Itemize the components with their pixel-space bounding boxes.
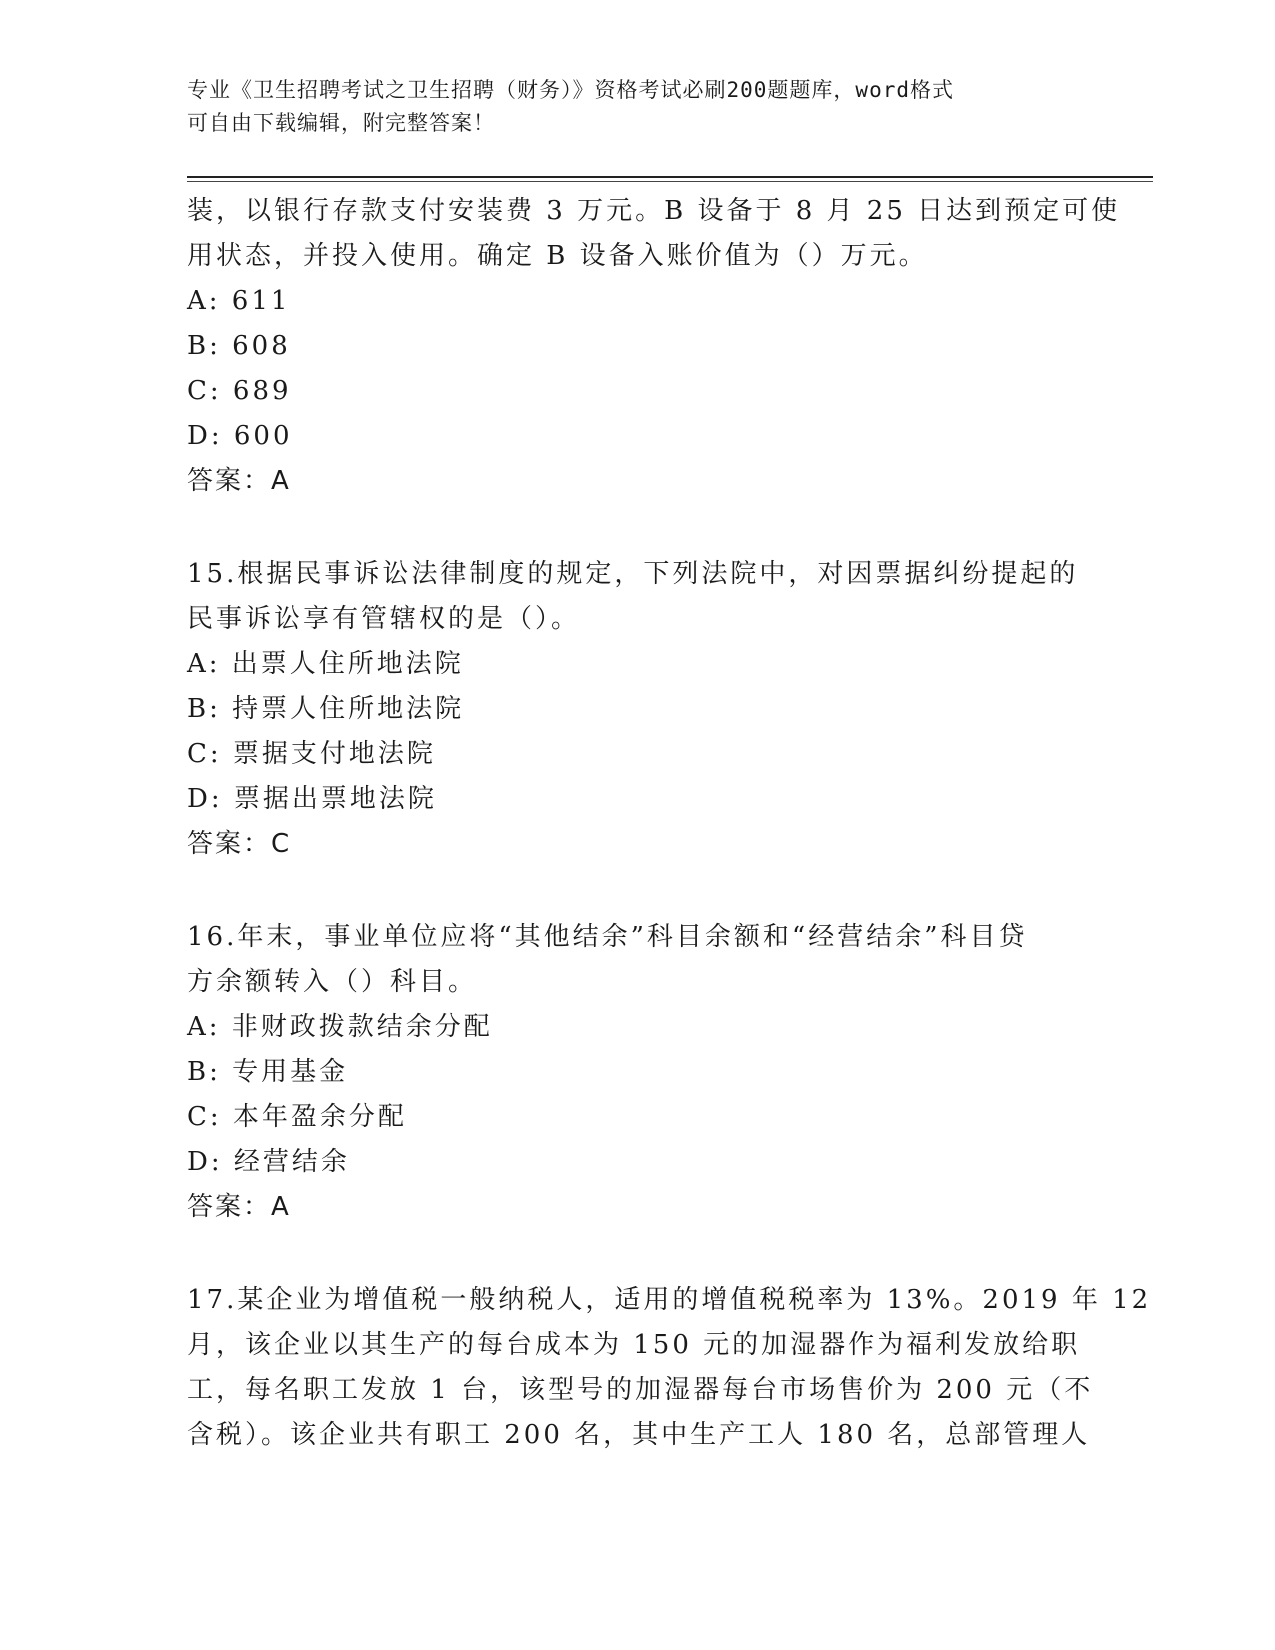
question-text-line: 方余额转入（）科目。 <box>187 967 478 997</box>
question-15 <box>187 552 1087 867</box>
question-17 <box>187 1278 1152 1458</box>
question-text-line: 含税）。该企业共有职工 200 名，其中生产工人 180 名，总部管理人 <box>187 1420 1091 1450</box>
question-text-line: 用状态，并投入使用。确定 B 设备入账价值为（）万元。 <box>187 241 928 271</box>
spacer <box>187 504 1087 552</box>
question-content <box>187 189 1152 1458</box>
question-text-line: 民事诉讼享有管辖权的是（）。 <box>187 604 581 634</box>
answer-line: 答案：A <box>187 1192 291 1222</box>
option-a: A: 非财政拨款结余分配 <box>187 1012 493 1042</box>
question-text-line: 15.根据民事诉讼法律制度的规定，下列法院中，对因票据纠纷提起的 <box>187 559 1079 589</box>
option-d: D: 经营结余 <box>187 1147 350 1177</box>
option-c: C: 689 <box>187 376 292 406</box>
question-text-line: 装，以银行存款支付安装费 3 万元。B 设备于 8 月 25 日达到预定可使 <box>187 196 1121 226</box>
spacer <box>187 867 1087 915</box>
option-b: B: 专用基金 <box>187 1057 349 1087</box>
option-c: C: 票据支付地法院 <box>187 739 436 769</box>
header-title-line-2: 可自由下载编辑，附完整答案！ <box>187 111 495 135</box>
question-text-line: 16.年末，事业单位应将“其他结余”科目余额和“经营结余”科目贷 <box>187 922 1028 952</box>
header-rule-thin <box>187 181 1153 182</box>
option-c: C: 本年盈余分配 <box>187 1102 407 1132</box>
option-b: B: 608 <box>187 331 291 361</box>
question-text-line: 月，该企业以其生产的每台成本为 150 元的加湿器作为福利发放给职 <box>187 1330 1081 1360</box>
header-rule-thick <box>187 176 1153 178</box>
question-continuation <box>187 189 1121 504</box>
option-d: D: 600 <box>187 421 293 451</box>
option-a: A: 611 <box>187 286 291 316</box>
header-title-line-1: 专业《卫生招聘考试之卫生招聘（财务）》资格考试必刷200题题库，word格式 <box>187 78 954 102</box>
answer-line: 答案：A <box>187 466 291 496</box>
question-text-line: 工，每名职工发放 1 台，该型号的加湿器每台市场售价为 200 元（不 <box>187 1375 1094 1405</box>
page-header <box>187 74 1067 140</box>
question-text-line: 17.某企业为增值税一般纳税人，适用的增值税税率为 13%。2019 年 12 <box>187 1285 1152 1315</box>
option-d: D: 票据出票地法院 <box>187 784 437 814</box>
option-a: A: 出票人住所地法院 <box>187 649 464 679</box>
spacer <box>187 1230 1087 1278</box>
answer-line: 答案：C <box>187 829 292 859</box>
question-16 <box>187 915 1087 1230</box>
option-b: B: 持票人住所地法院 <box>187 694 465 724</box>
